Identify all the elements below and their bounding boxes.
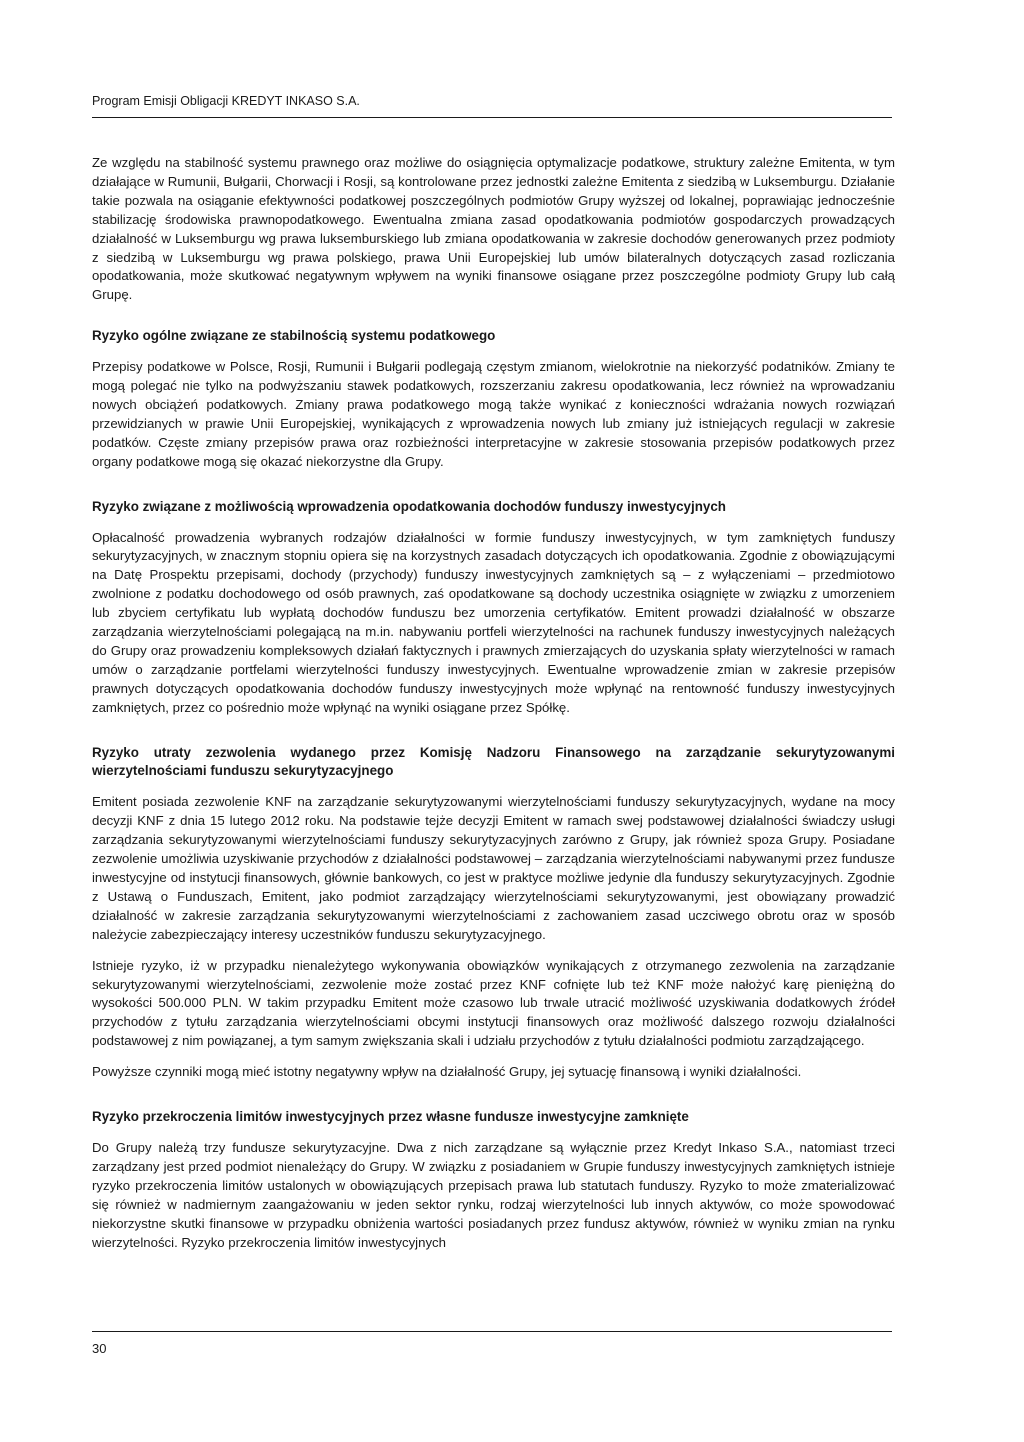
header-divider <box>92 117 892 118</box>
running-header: Program Emisji Obligacji KREDYT INKASO S.A. <box>92 94 360 108</box>
body-paragraph: Przepisy podatkowe w Polsce, Rosji, Rumunii i Bułgarii podlegają częstym zmianom, wielokrotnie na niekorzyść podatników. Zmiany te mogą polegać nie tylko na podwyższaniu stawek podatkowych, rozszerzaniu zakresu opodatkowania, lecz również na wprowadzaniu nowych obciążeń podatkowych. Zmiany prawa podatkowego mogą także wynikać z konieczności wdrażania nowych rozwiązań przewidzianych w prawie Unii Europejskiej, wynikających z wprowadzenia nowych lub zmiany już istniejących regulacji w zakresie podatków. Częste zmiany przepisów prawa oraz rozbieżności interpretacyjne w zakresie stosowania przepisów podatkowych przez organy podatkowe mogą się okazać niekorzystne dla Grupy. <box>92 359 895 469</box>
page-number: 30 <box>92 1341 107 1356</box>
section-heading: Ryzyko ogólne związane ze stabilnością systemu podatkowego <box>92 328 496 344</box>
body-paragraph: Istnieje ryzyko, iż w przypadku nienależytego wykonywania obowiązków wynikających z otrzymanego zezwolenia na zarządzanie sekurytyzowanymi wierzytelnościami, zezwolenie może zostać przez KNF cofnięte lub też KNF może nałożyć karę pieniężną do wysokości 500.000 PLN. W takim przypadku Emitent może czasowo lub trwale utracić możliwość uzyskiwania dodatkowych źródeł przychodów z tytułu zarządzania wierzytelnościami obcymi instytucji finansowych oraz możliwość dalszego rozwoju działalności podstawowej z nim powiązanej, a tym samym zwiększania skali i udziału przychodów z tytułu działalności podmiotu zarządzającego. <box>92 957 895 1049</box>
body-paragraph: Powyższe czynniki mogą mieć istotny negatywny wpływ na działalność Grupy, jej sytuację finansową i wyniki działalności. <box>92 1064 802 1080</box>
body-paragraph: Do Grupy należą trzy fundusze sekurytyzacyjne. Dwa z nich zarządzane są wyłącznie przez Kredyt Inkaso S.A., natomiast trzeci zarządzany jest przed podmiot nienależący do Grupy. W związku z posiadaniem w Grupie funduszy inwestycyjnych zamkniętych istnieje ryzyko przekroczenia limitów ustalonych w obowiązujących przepisach prawa lub statutach funduszy. Ryzyko to może zmaterializować się również w nadmiernym zaangażowaniu w jeden sektor rynku, rodzaj wierzytelności lub innych aktywów, co może spowodować niekorzystne skutki finansowe w przypadku obniżenia wartości posiadanych przez fundusz aktywów, również w wyniku zmian na rynku wierzytelności. Ryzyko przekroczenia limitów inwestycyjnych <box>92 1139 895 1250</box>
section-heading: Ryzyko utraty zezwolenia wydanego przez Komisję Nadzoru Finansowego na zarządzanie sekurytyzowanymi wierzytelnościami funduszu sekurytyzacyjnego <box>92 744 895 779</box>
document-body <box>92 154 895 1264</box>
body-paragraph: Emitent posiada zezwolenie KNF na zarządzanie sekurytyzowanymi wierzytelnościami funduszy sekurytyzacyjnych, wydane na mocy decyzji KNF z dnia 15 lutego 2012 roku. Na podstawie tejże decyzji Emitent w ramach swej podstawowej działalności świadczy usługi zarządzania sekurytyzowanymi wierzytelnościami funduszy sekurytyzacyjnych zarówno z Grupy, jak również spoza Grupy. Posiadane zezwolenie umożliwia uzyskiwanie przychodów z działalności podstawowej – zarządzania wierzytelnościami nabywanymi przez fundusze inwestycyjne od instytucji finansowych, głównie bankowych, co jest w praktyce możliwe jedynie dla funduszy sekurytyzacyjnych. Zgodnie z Ustawą o Funduszach, Emitent, jako podmiot zarządzający wierzytelnościami sekurytyzowanymi, jest obowiązany prowadzić działalność w zakresie zarządzania sekurytyzowanymi wierzytelnościami z zachowaniem zasad uczciwego obrotu oraz w sposób należycie zabezpieczający interesy uczestników funduszu sekurytyzacyjnego. <box>92 794 895 942</box>
section-heading: Ryzyko związane z możliwością wprowadzenia opodatkowania dochodów funduszy inwestycyjnych <box>92 498 726 514</box>
body-paragraph: Ze względu na stabilność systemu prawnego oraz możliwe do osiągnięcia optymalizacje podatkowe, struktury zależne Emitenta, w tym działające w Rumunii, Bułgarii, Chorwacji i Rosji, są kontrolowane przez jednostki zależne Emitenta z siedzibą w Luksemburgu. Działanie takie pozwala na osiąganie efektywności podatkowej poszczególnych podmiotów Grupy wyższej od lokalnej, poprawiając jednocześnie stabilizację środowiska prawnopodatkowego. Ewentualna zmiana zasad opodatkowania podmiotów gospodarczych prowadzących działalność w Luksemburgu wg prawa luksemburskiego lub zmiana opodatkowania w zakresie dochodów generowanych przez podmioty z siedzibą w Luksemburgu wg prawa polskiego, prawa Unii Europejskiej lub umów bilateralnych dotyczących zasad rozliczania opodatkowania, może skutkować negatywnym wpływem na wyniki finansowe osiągane przez poszczególne podmioty Grupy lub całą Grupę. <box>92 155 895 303</box>
footer-divider <box>92 1331 892 1332</box>
body-paragraph: Opłacalność prowadzenia wybranych rodzajów działalności w formie funduszy inwestycyjnych, w tym zamkniętych funduszy sekurytyzacyjnych, w znacznym stopniu opiera się na korzystnych zasadach dotyczących ich opodatkowania. Zgodnie z obowiązującymi na Datę Prospektu przepisami, dochody (przychody) funduszy inwestycyjnych zamkniętych są – z wyłączeniami – przedmiotowo zwolnione z podatku dochodowego od osób prawnych, zaś opodatkowane są dochody uczestnika osiągnięte w związku z umorzeniem lub zbyciem certyfikatu lub wypłatą dochodów funduszu bez umorzenia certyfikatów. Emitent prowadzi działalność w obszarze zarządzania wierzytelnościami polegającą na m.in. nabywaniu portfeli wierzytelności na rachunek funduszy inwestycyjnych należących do Grupy oraz prowadzeniu kompleksowych działań faktycznych i prawnych zmierzających do uzyskania spłaty wierzytelności w ramach umów o zarządzanie portfelami wierzytelności funduszy inwestycyjnych. Ewentualne wprowadzenie zmian w zakresie przepisów prawnych dotyczących opodatkowania dochodów funduszy inwestycyjnych może wpłynąć na rentowność funduszy inwestycyjnych zamkniętych, przez co pośrednio może wpłynąć na wyniki osiągane przez Spółkę. <box>92 529 895 715</box>
section-heading: Ryzyko przekroczenia limitów inwestycyjnych przez własne fundusze inwestycyjne zamknięte <box>92 1109 689 1125</box>
